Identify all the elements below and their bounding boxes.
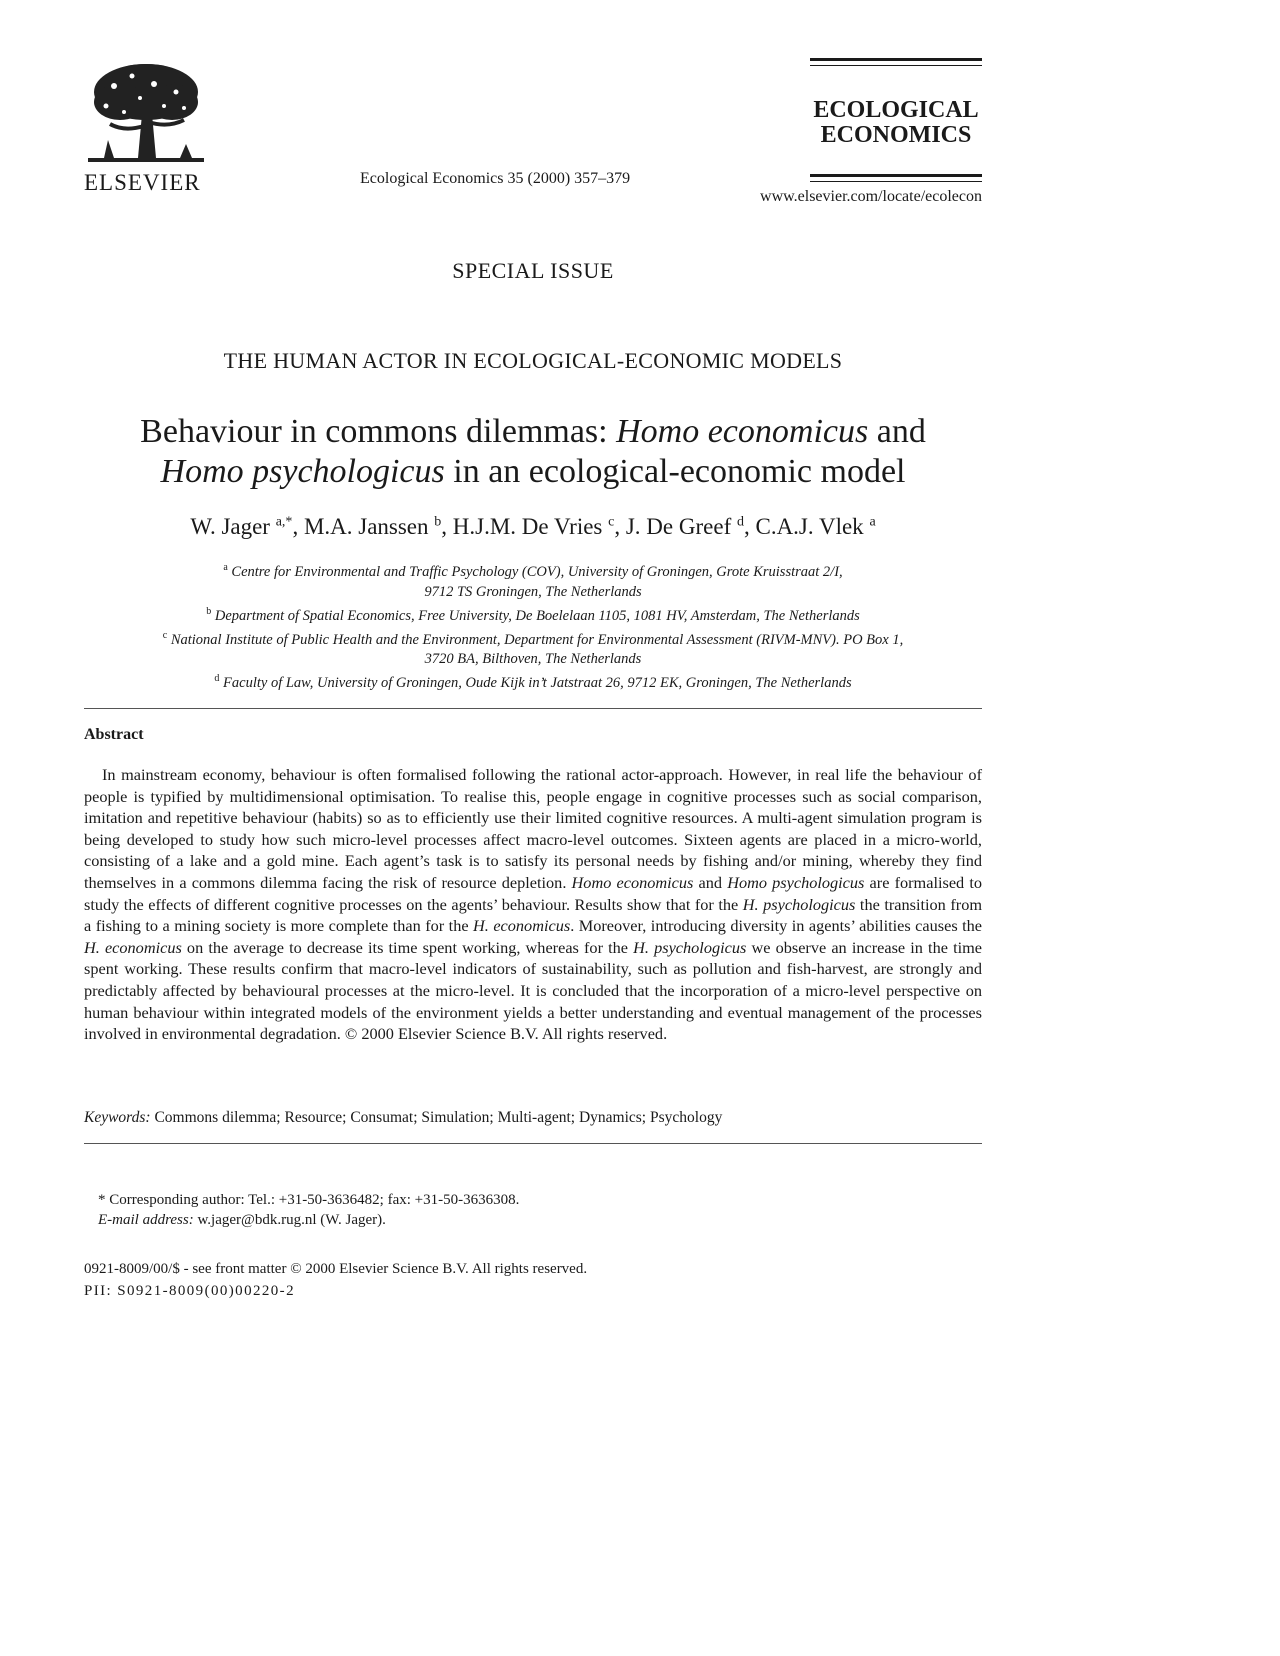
journal-masthead xyxy=(810,58,982,182)
abstract-body: In mainstream economy, behaviour is often formalised following the rational actor-approach. However, in real life the behaviour of people is typified by multidimensional optimisation. To realise this, people engage in cognitive processes such as social comparison, imitation and repetitive behaviour (habits) so as to efficiently use their limited cognitive resources. A multi-agent simulation program is being developed to study how such micro-level processes affect macro-level outcomes. Sixteen agents are placed in a micro-world, consisting of a lake and a gold mine. Each agent’s task is to satisfy its personal needs by fishing and/or mining, whereby they find themselves in a commons dilemma facing the risk of resource depletion. Homo economicus and Homo psychologicus are formalised to study the effects of different cognitive processes on the agents’ behaviour. Results show that for the H. psychologicus the transition from a fishing to a mining society is more complete than for the H. economicus. Moreover, introducing diversity in agents’ abilities causes the H. economicus on the average to decrease its time spent working, whereas for the H. psychologicus we observe an increase in the time spent working. These results confirm that macro-level indicators of sustainability, such as pollution and fish-harvest, are strongly and predictably affected by behavioural processes at the micro-level. It is concluded that the incorporation of a micro-level perspective on human behaviour within integrated models of the environment yields a better understanding and eventual management of the processes involved in environmental degradation. © 2000 Elsevier Science B.V. All rights reserved. xyxy=(84,765,983,1044)
divider xyxy=(84,708,982,709)
elsevier-tree-icon xyxy=(84,62,208,166)
publisher-name: ELSEVIER xyxy=(84,170,201,195)
issue-title: THE HUMAN ACTOR IN ECOLOGICAL-ECONOMIC MODELS xyxy=(223,348,843,373)
paper-title-line2 xyxy=(84,452,982,492)
affiliation: $^a$ Centre for Environmental and Traffic Psychology (COV), University of Groningen, Grote Kruisstraat 2/I, xyxy=(223,562,843,580)
title-text: in an ecological-economic model xyxy=(444,453,906,490)
keywords-text: Commons dilemma; Resource; Consumat; Simulation; Multi-agent; Dynamics; Psychology xyxy=(150,1109,723,1126)
title-text: and xyxy=(868,413,926,450)
corresponding-author: * Corresponding author: Tel.: +31-50-3636482; fax: +31-50-3636308. xyxy=(98,1192,520,1208)
author: C.A.J. Vlek $^a$ xyxy=(755,514,876,539)
corresponding-author-footnote xyxy=(98,1190,519,1230)
journal-url[interactable]: www.elsevier.com/locate/ecolecon xyxy=(760,188,982,205)
masthead-rule-top xyxy=(810,58,982,61)
author: W. Jager $^{a,*}$, xyxy=(190,514,304,539)
affiliation-list xyxy=(84,558,982,693)
affiliation: $^b$ Department of Spatial Economics, Free University, De Boelelaan 1105, 1081 HV, Amsterdam, The Netherlands xyxy=(206,605,860,624)
author: H.J.M. De Vries $^c$, xyxy=(452,514,626,539)
pii-line: PII: S0921-8009(00)00220-2 xyxy=(84,1283,295,1299)
copyright-line: 0921-8009/00/$ - see front matter © 2000 Elsevier Science B.V. All rights reserved. xyxy=(84,1261,588,1277)
title-text: Behaviour in commons dilemmas: xyxy=(140,413,617,450)
affiliation: $^d$ Faculty of Law, University of Groningen, Oude Kijk in’t Jatstraat 26, 9712 EK, Groningen, The Netherlands xyxy=(214,673,852,692)
masthead-rule-top-thin xyxy=(810,65,982,66)
email-address: E-mail address: w.jager@bdk.rug.nl (W. Jager). xyxy=(98,1212,386,1228)
paper-title xyxy=(84,412,982,492)
front-matter xyxy=(84,1258,587,1302)
affiliation: $^c$ National Institute of Public Health and the Environment, Department for Environmental Assessment (RIVM-MNV). PO Box 1, xyxy=(162,629,904,648)
journal-title xyxy=(810,98,982,148)
journal-title-line1: ECOLOGICAL xyxy=(813,97,979,123)
keywords-label: Keywords: xyxy=(84,1109,151,1126)
special-issue-label: SPECIAL ISSUE xyxy=(452,258,614,283)
elsevier-logo xyxy=(84,62,208,166)
title-italic: Homo psychologicus xyxy=(160,453,445,490)
author: J. De Greef $^d$, xyxy=(625,514,756,539)
masthead-rule-bottom-thin xyxy=(810,181,982,182)
paper-title-line1 xyxy=(84,412,982,452)
title-italic: Homo economicus xyxy=(616,413,869,450)
masthead-rule-bottom xyxy=(810,174,982,177)
author: M.A. Janssen $^b$, xyxy=(303,514,453,539)
journal-title-line2: ECONOMICS xyxy=(820,122,972,148)
journal-citation: Ecological Economics 35 (2000) 357–379 xyxy=(360,170,631,187)
affiliation-continued: 9712 TS Groningen, The Netherlands xyxy=(424,583,642,600)
affiliation-continued: 3720 BA, Bilthoven, The Netherlands xyxy=(424,651,642,668)
divider xyxy=(84,1143,982,1144)
keywords xyxy=(84,1109,982,1127)
abstract-heading: Abstract xyxy=(84,726,144,743)
author-list xyxy=(84,514,982,540)
